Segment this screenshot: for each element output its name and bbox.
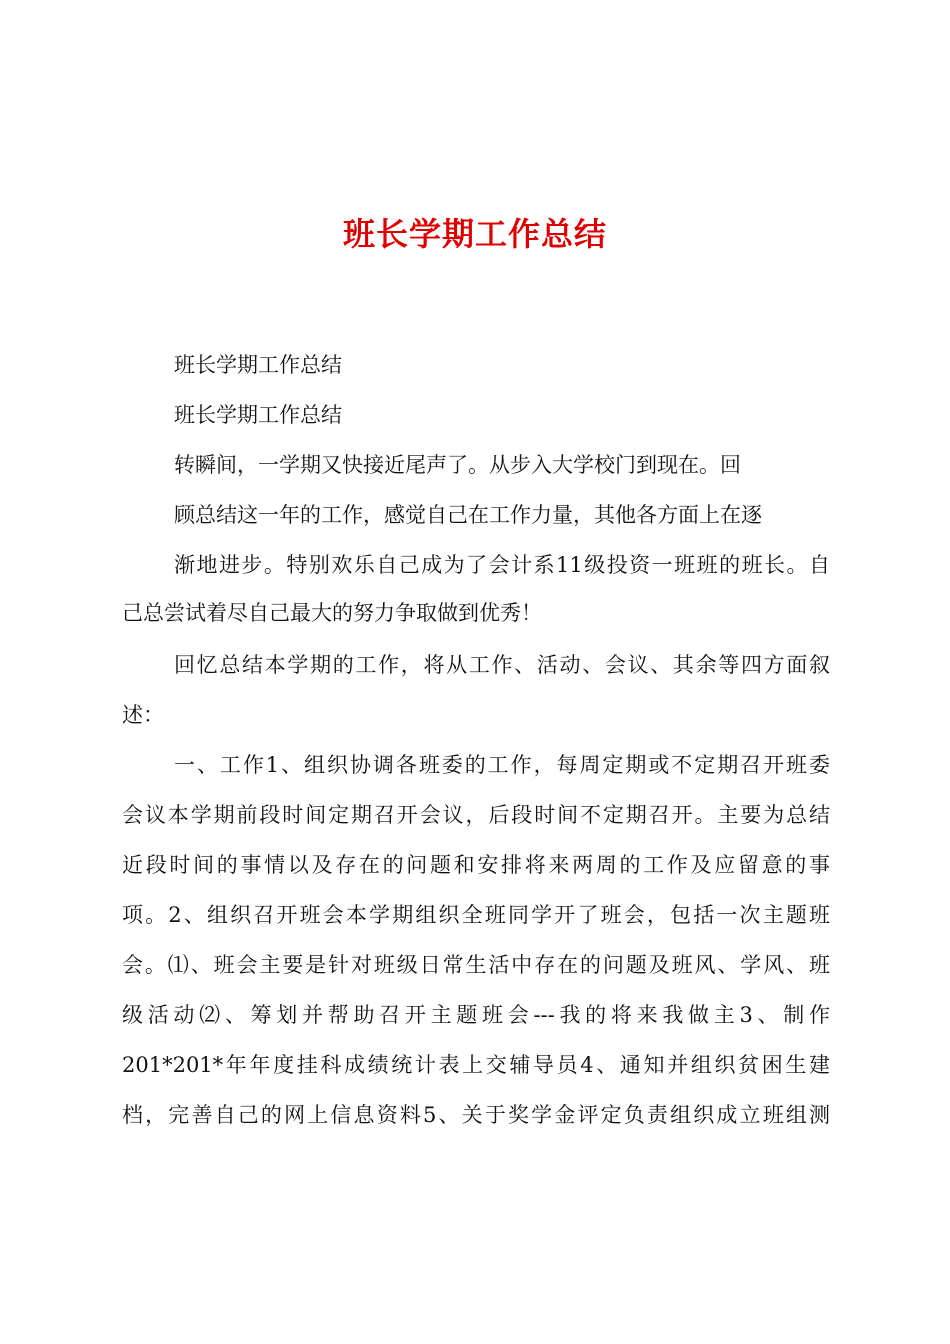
paragraph-line: 级活动⑵、筹划并帮助召开主题班会---我的将来我做主3、制作 [122, 1003, 830, 1027]
paragraph-line: 近段时间的事情以及存在的问题和安排将来两周的工作及应留意的事 [122, 853, 830, 877]
paragraph-line: 201*201*年年度挂科成绩统计表上交辅导员4、通知并组织贫困生建 [122, 1053, 830, 1077]
paragraph-line: 班长学期工作总结 [174, 353, 342, 377]
paragraph-line: 班长学期工作总结 [174, 403, 342, 427]
paragraph-line: 渐地进步。特别欢乐自己成为了会计系11级投资一班班的班长。自 [174, 553, 830, 577]
paragraph-line: 会议本学期前段时间定期召开会议，后段时间不定期召开。主要为总结 [122, 803, 830, 827]
paragraph-line: 一、工作1、组织协调各班委的工作，每周定期或不定期召开班委 [174, 753, 830, 777]
paragraph-line: 顾总结这一年的工作，感觉自己在工作力量，其他各方面上在逐 [174, 503, 762, 527]
paragraph-line: 述： [122, 703, 164, 727]
paragraph-line: 转瞬间，一学期又快接近尾声了。从步入大学校门到现在。回 [174, 453, 741, 477]
document-title: 班长学期工作总结 [342, 215, 607, 253]
paragraph-line: 己总尝试着尽自己最大的努力争取做到优秀！ [122, 601, 542, 625]
paragraph-line: 会。⑴、班会主要是针对班级日常生活中存在的问题及班风、学风、班 [122, 953, 830, 977]
paragraph-line: 回忆总结本学期的工作，将从工作、活动、会议、其余等四方面叙 [174, 653, 830, 677]
paragraph-line: 档，完善自己的网上信息资料5、关于奖学金评定负责组织成立班组测 [122, 1103, 830, 1127]
paragraph-line: 项。2、组织召开班会本学期组织全班同学开了班会，包括一次主题班 [122, 903, 830, 927]
